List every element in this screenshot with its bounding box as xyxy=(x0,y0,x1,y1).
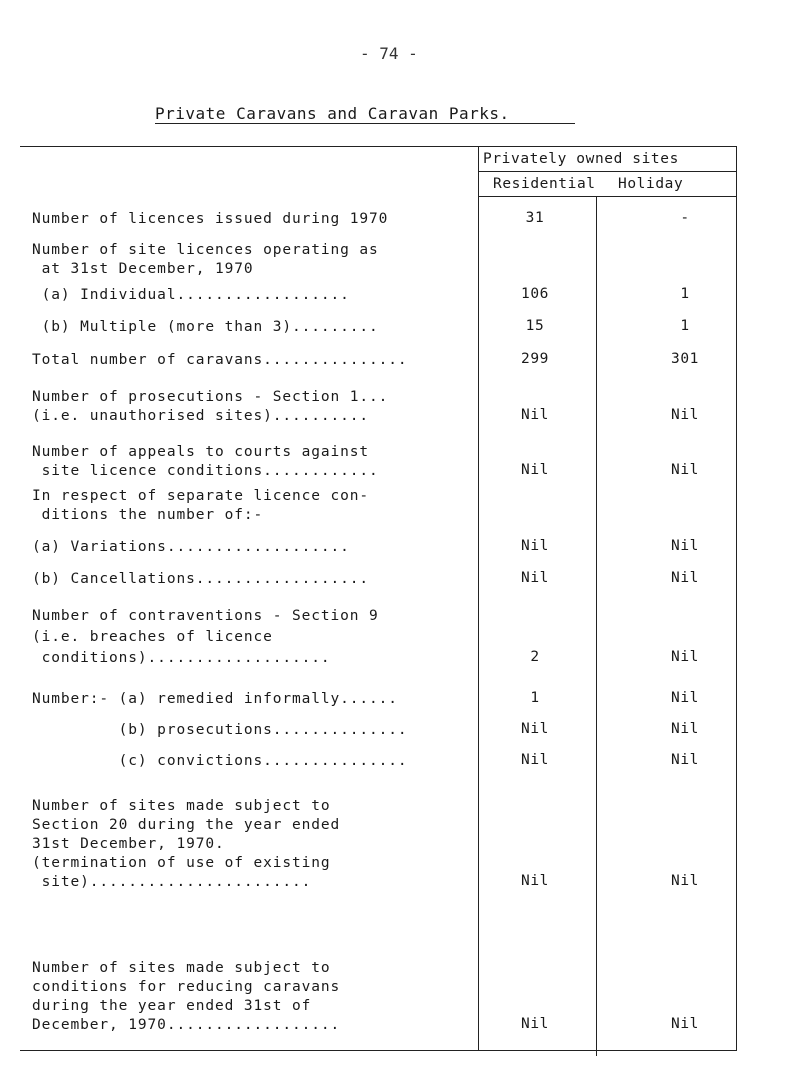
row-label: Number of contraventions - Section 9 (i.e. breaches of licence conditions)................... xyxy=(32,608,379,666)
row-label: (b) prosecutions.............. xyxy=(32,722,408,738)
header-rule-1 xyxy=(478,171,736,172)
row-label: Number of sites made subject to Section 20 during the year ended 31st December, 1970. (termination of use of existing site)....................... xyxy=(32,798,341,890)
row-holiday: 301 xyxy=(671,351,699,367)
row-label: Number of licences issued during 1970 xyxy=(32,211,389,227)
row-residential: Nil xyxy=(521,1016,549,1032)
column-divider-right xyxy=(736,146,737,1050)
row-holiday: Nil xyxy=(671,873,699,889)
row-holiday: Nil xyxy=(671,462,699,478)
row-holiday: Nil xyxy=(671,1016,699,1032)
row-label: Number of appeals to courts against site licence conditions............ xyxy=(32,444,379,479)
row-residential: Nil xyxy=(521,538,549,554)
row-label: (b) Multiple (more than 3)......... xyxy=(32,319,379,335)
row-holiday: Nil xyxy=(671,407,699,423)
row-residential: 106 xyxy=(521,286,549,302)
row-holiday: Nil xyxy=(671,649,699,665)
row-holiday: Nil xyxy=(671,752,699,768)
row-residential: 1 xyxy=(530,690,540,706)
row-label: Number of sites made subject to conditions for reducing caravans during the year ended 31st of December, 1970.................. xyxy=(32,960,341,1033)
row-holiday: 1 xyxy=(680,318,690,334)
title-underline xyxy=(155,123,575,124)
row-label: (a) Individual.................. xyxy=(32,287,350,303)
row-residential: Nil xyxy=(521,752,549,768)
row-label: Number of prosecutions - Section 1... (i.e. unauthorised sites).......... xyxy=(32,389,389,424)
table-top-rule xyxy=(20,146,737,147)
row-holiday: Nil xyxy=(671,690,699,706)
row-residential: Nil xyxy=(521,462,549,478)
row-label: Number:- (a) remedied informally...... xyxy=(32,691,398,707)
row-holiday: Nil xyxy=(671,721,699,737)
row-residential: 299 xyxy=(521,351,549,367)
row-label: Number of site licences operating as at 31st December, 1970 xyxy=(32,242,379,277)
header-rule-2 xyxy=(478,196,736,197)
row-residential: Nil xyxy=(521,721,549,737)
row-label: (c) convictions............... xyxy=(32,753,408,769)
page-title: Private Caravans and Caravan Parks. xyxy=(155,104,510,123)
header-group: Privately owned sites xyxy=(483,151,679,167)
row-residential: 31 xyxy=(525,210,545,226)
row-residential: 2 xyxy=(530,649,540,665)
row-residential: Nil xyxy=(521,873,549,889)
row-label: In respect of separate licence con- ditions the number of:- xyxy=(32,488,370,523)
header-residential: Residential xyxy=(493,176,596,192)
row-label: Total number of caravans............... xyxy=(32,352,408,368)
column-divider-left xyxy=(478,146,479,1050)
header-holiday: Holiday xyxy=(618,176,684,192)
row-holiday: Nil xyxy=(671,538,699,554)
row-residential: Nil xyxy=(521,407,549,423)
row-holiday: Nil xyxy=(671,570,699,586)
row-residential: Nil xyxy=(521,570,549,586)
page-number: - 74 - xyxy=(360,44,418,63)
row-holiday: - xyxy=(680,210,690,226)
row-holiday: 1 xyxy=(680,286,690,302)
row-label: (b) Cancellations.................. xyxy=(32,571,370,587)
table-bottom-rule xyxy=(20,1050,737,1051)
row-residential: 15 xyxy=(525,318,545,334)
row-label: (a) Variations................... xyxy=(32,539,350,555)
column-divider-middle xyxy=(596,196,597,1056)
